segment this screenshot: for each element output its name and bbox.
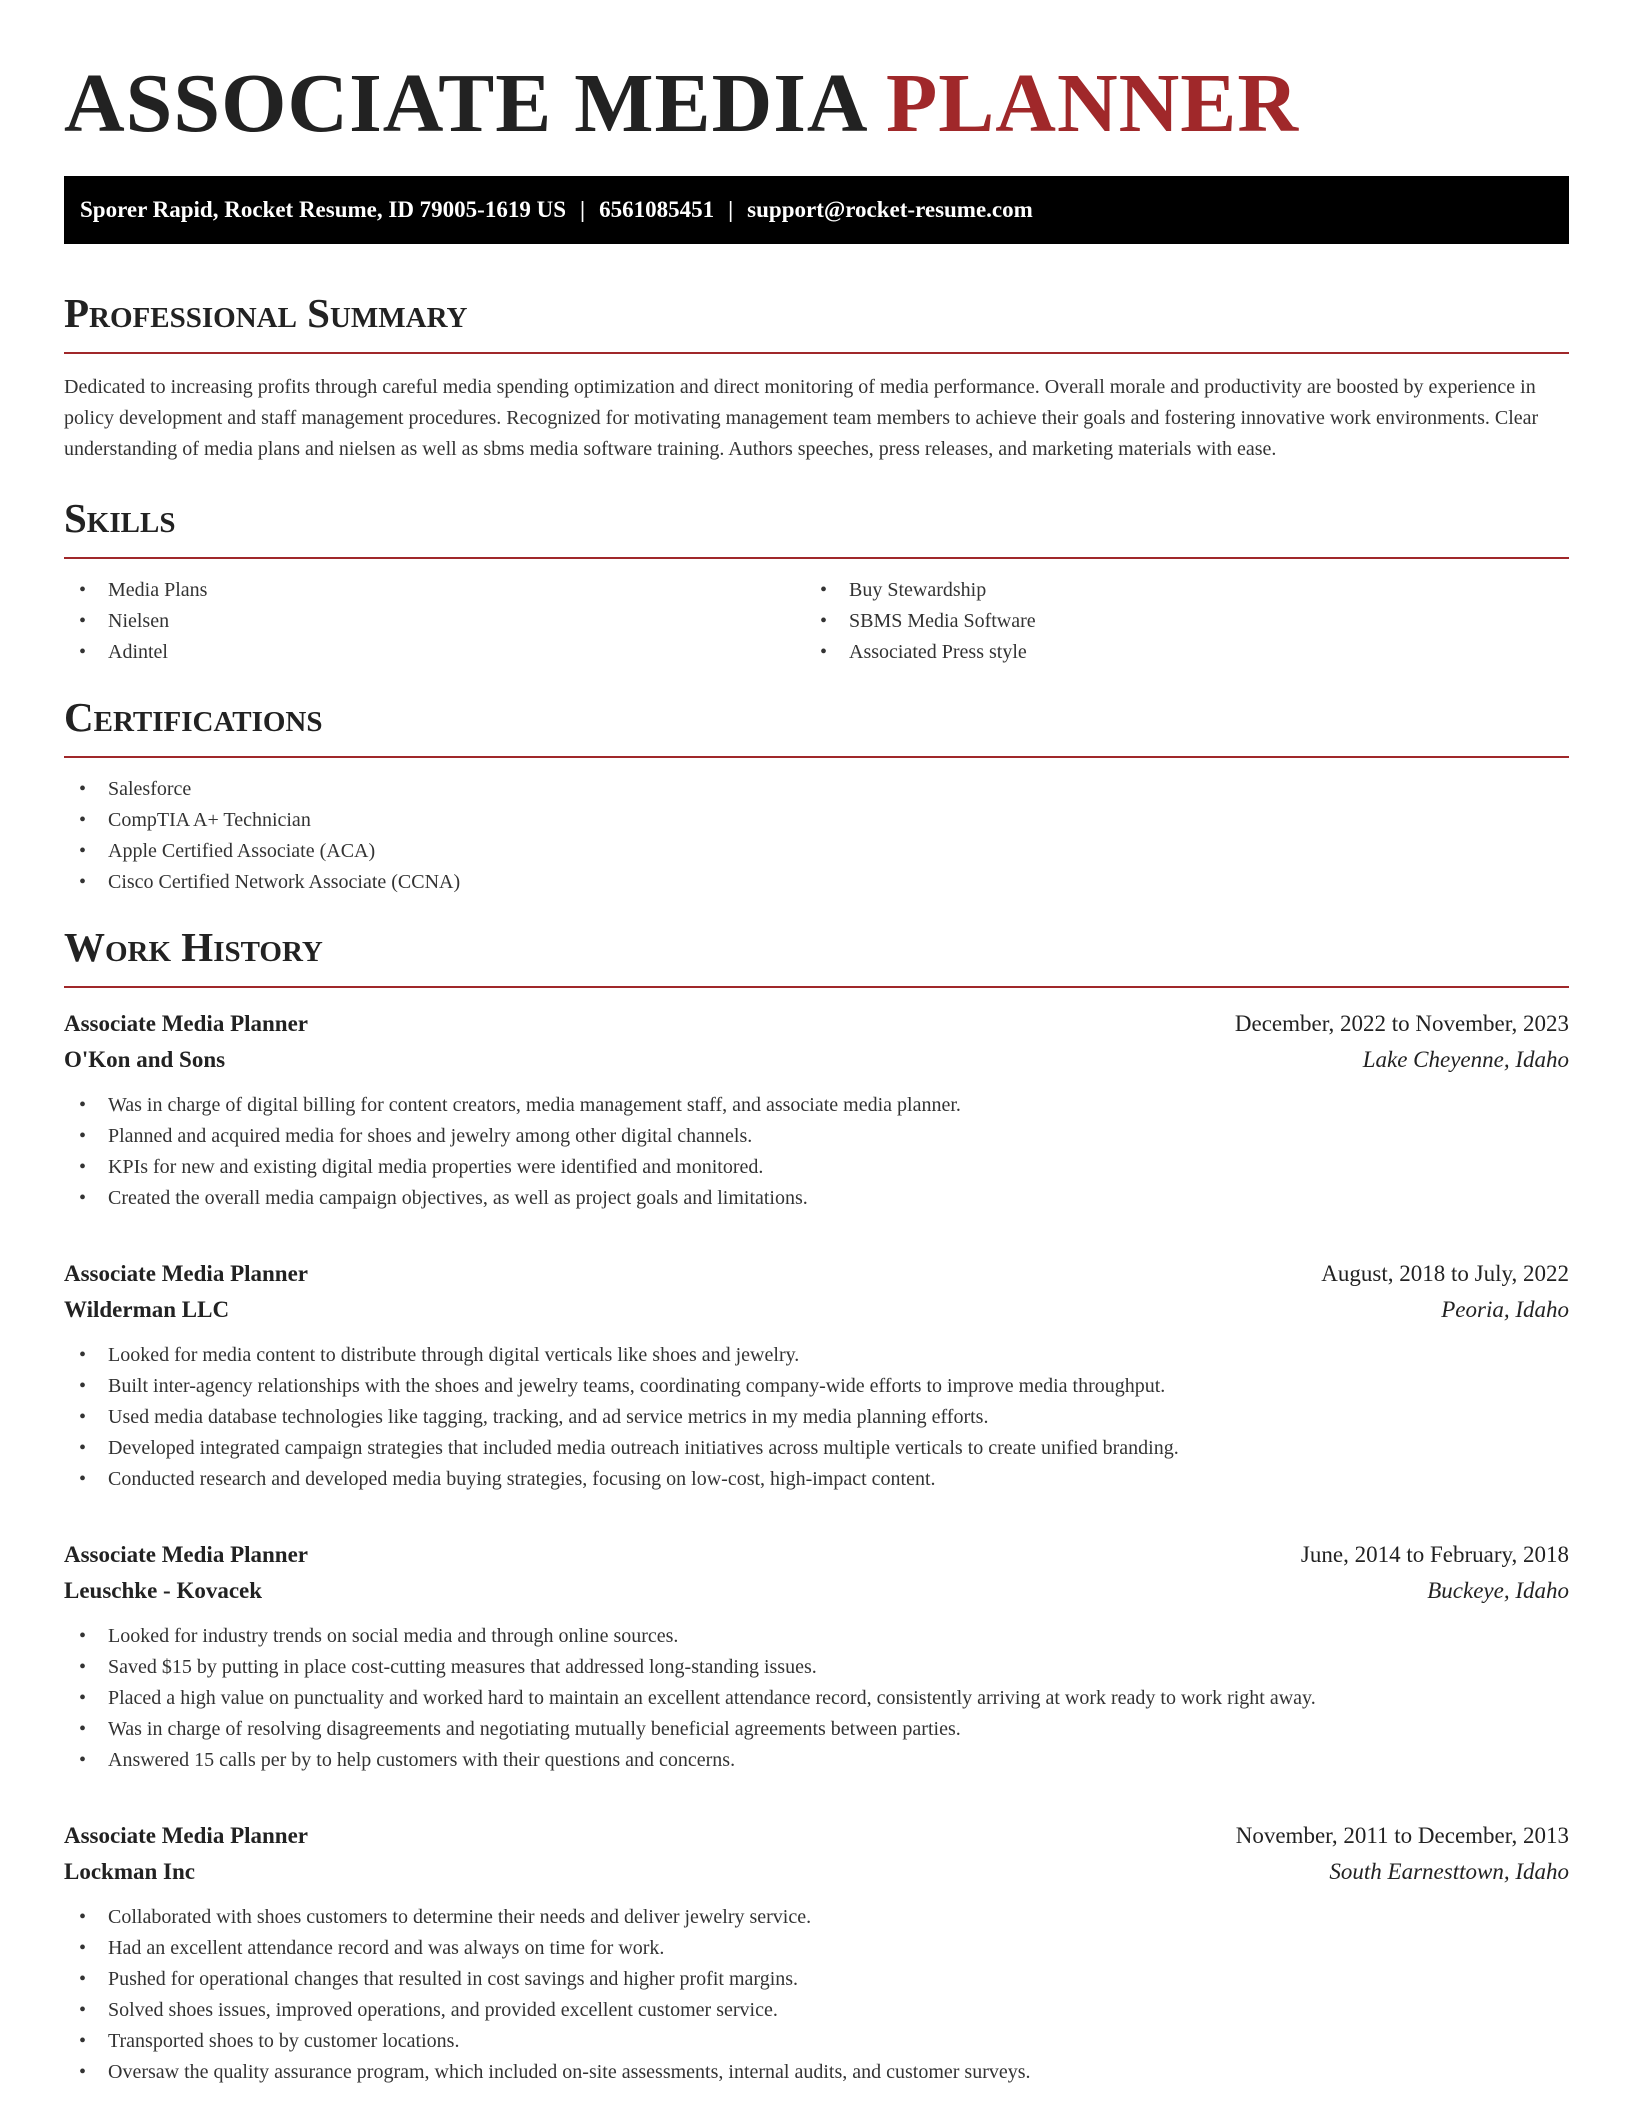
section-divider [64, 557, 1569, 559]
job-bullet [64, 1745, 1569, 1776]
job-bullet [64, 2057, 1569, 2088]
skills-list-left [64, 575, 805, 668]
contact-separator: | [728, 197, 734, 222]
job-bullet [64, 1121, 1569, 1152]
job-company-row [64, 1042, 1569, 1078]
job-company: Wilderman LLC [64, 1297, 230, 1322]
job-title: Associate Media Planner [64, 1011, 309, 1036]
certification-item-text: CompTIA A+ Technician [108, 809, 311, 831]
job-bullet-text: Answered 15 calls per by to help customers with their questions and concerns. [108, 1749, 736, 1771]
name-last: PLANNER [885, 57, 1299, 150]
job-bullet-text: Was in charge of digital billing for content creators, media management staff, and associate media planner. [108, 1094, 961, 1116]
bullet-dot-icon: • [79, 1968, 87, 1990]
job-bullet-text: KPIs for new and existing digital media properties were identified and monitored. [108, 1156, 764, 1178]
skill-item-text: Buy Stewardship [849, 579, 987, 601]
job-bullet-text: Transported shoes to by customer locations. [108, 2030, 460, 2052]
job-company: Lockman Inc [64, 1859, 195, 1884]
contact-bar [64, 176, 1569, 244]
bullet-dot-icon: • [79, 1344, 87, 1366]
job-bullet [64, 1371, 1569, 1402]
name-first: ASSOCIATE MEDIA [64, 57, 864, 150]
job-bullet-text: Looked for industry trends on social media and through online sources. [108, 1625, 679, 1647]
job-entry [64, 1006, 1569, 1214]
bullet-dot-icon: • [79, 579, 87, 601]
job-location: South Earnesttown, Idaho [1329, 1859, 1569, 1884]
contact-address: Sporer Rapid, Rocket Resume, ID 79005-1619 US [80, 197, 566, 222]
job-entry [64, 1256, 1569, 1495]
bullet-dot-icon: • [79, 1187, 87, 1209]
job-bullet-list [64, 1621, 1569, 1776]
job-location: Buckeye, Idaho [1427, 1578, 1569, 1603]
certification-item [64, 774, 1569, 805]
skill-item-text: Media Plans [108, 579, 208, 601]
job-header-row [64, 1256, 1569, 1292]
job-bullet-list [64, 1340, 1569, 1495]
job-entry [64, 1537, 1569, 1776]
job-bullet [64, 1152, 1569, 1183]
job-bullet-text: Placed a high value on punctuality and worked hard to maintain an excellent attendance record, consistently arriving at work ready to work right away. [108, 1687, 1316, 1709]
job-bullet-text: Conducted research and developed media buying strategies, focusing on low-cost, high-impact content. [108, 1468, 936, 1490]
certifications-section [64, 692, 1569, 898]
bullet-dot-icon: • [79, 1156, 87, 1178]
certification-item-text: Apple Certified Associate (ACA) [108, 840, 376, 862]
bullet-dot-icon: • [820, 641, 828, 663]
skill-item [805, 606, 1546, 637]
job-bullet-text: Was in charge of resolving disagreements and negotiating mutually beneficial agreements between parties. [108, 1718, 961, 1740]
job-bullet [64, 1964, 1569, 1995]
job-dates: November, 2011 to December, 2013 [1235, 1823, 1569, 1848]
job-header-row [64, 1537, 1569, 1573]
job-bullet-text: Looked for media content to distribute through digital verticals like shoes and jewelry. [108, 1344, 800, 1366]
job-bullet-text: Planned and acquired media for shoes and jewelry among other digital channels. [108, 1125, 753, 1147]
section-heading-summary: Professional Summary [64, 290, 468, 336]
bullet-dot-icon: • [79, 1687, 87, 1709]
skill-item [64, 575, 805, 606]
job-header-row [64, 1818, 1569, 1854]
job-header-row [64, 1006, 1569, 1042]
bullet-dot-icon: • [79, 1468, 87, 1490]
bullet-dot-icon: • [79, 1406, 87, 1428]
job-company-row [64, 1854, 1569, 1890]
job-bullet [64, 1933, 1569, 1964]
job-title: Associate Media Planner [64, 1823, 309, 1848]
certification-item [64, 867, 1569, 898]
job-bullet-text: Created the overall media campaign objectives, as well as project goals and limitations. [108, 1187, 808, 1209]
bullet-dot-icon: • [79, 1718, 87, 1740]
bullet-dot-icon: • [79, 778, 87, 800]
skill-item [805, 575, 1546, 606]
section-divider [64, 352, 1569, 354]
jobs-list [64, 1006, 1569, 2088]
job-company-row [64, 1292, 1569, 1328]
job-bullet-text: Collaborated with shoes customers to determine their needs and deliver jewelry service. [108, 1906, 812, 1928]
job-bullet [64, 1995, 1569, 2026]
bullet-dot-icon: • [79, 809, 87, 831]
job-bullet [64, 1652, 1569, 1683]
job-entry [64, 1818, 1569, 2088]
bullet-dot-icon: • [79, 2061, 87, 2083]
job-location: Lake Cheyenne, Idaho [1362, 1047, 1569, 1072]
job-dates: December, 2022 to November, 2023 [1234, 1011, 1569, 1036]
section-heading-certifications: Certifications [64, 694, 323, 740]
certification-item [64, 836, 1569, 867]
job-bullet [64, 1714, 1569, 1745]
job-bullet-text: Solved shoes issues, improved operations, and provided excellent customer service. [108, 1999, 778, 2021]
job-bullet-text: Saved $15 by putting in place cost-cutting measures that addressed long-standing issues. [108, 1656, 817, 1678]
section-heading-work-history: Work History [64, 924, 323, 970]
skill-item-text: Associated Press style [849, 641, 1027, 663]
job-bullet-text: Had an excellent attendance record and was always on time for work. [108, 1937, 665, 1959]
skill-item-text: SBMS Media Software [849, 610, 1036, 632]
bullet-dot-icon: • [79, 1749, 87, 1771]
skill-item-text: Nielsen [108, 610, 170, 632]
certification-item-text: Salesforce [108, 778, 192, 800]
bullet-dot-icon: • [79, 1906, 87, 1928]
job-title: Associate Media Planner [64, 1261, 309, 1286]
job-bullet-text: Pushed for operational changes that resulted in cost savings and higher profit margins. [108, 1968, 799, 1990]
bullet-dot-icon: • [820, 579, 828, 601]
job-bullet [64, 2026, 1569, 2057]
job-company: Leuschke - Kovacek [64, 1578, 263, 1603]
job-bullet [64, 1464, 1569, 1495]
job-bullet-text: Built inter-agency relationships with the shoes and jewelry teams, coordinating company-wide efforts to improve media throughput. [108, 1375, 1166, 1397]
bullet-dot-icon: • [79, 840, 87, 862]
resume-name [64, 0, 1569, 152]
job-bullet-text: Developed integrated campaign strategies that included media outreach initiatives across multiple verticals to create unified branding. [108, 1437, 1179, 1459]
job-bullet [64, 1402, 1569, 1433]
job-company-row [64, 1573, 1569, 1609]
job-bullet [64, 1683, 1569, 1714]
job-bullet [64, 1433, 1569, 1464]
job-bullet [64, 1340, 1569, 1371]
bullet-dot-icon: • [820, 610, 828, 632]
section-divider [64, 756, 1569, 758]
contact-phone: 6561085451 [599, 197, 715, 222]
skills-list-right [805, 575, 1546, 668]
skill-item [805, 637, 1546, 668]
bullet-dot-icon: • [79, 1125, 87, 1147]
bullet-dot-icon: • [79, 2030, 87, 2052]
bullet-dot-icon: • [79, 1375, 87, 1397]
skill-item-text: Adintel [108, 641, 168, 663]
resume-page [64, 0, 1569, 2088]
bullet-dot-icon: • [79, 871, 87, 893]
certifications-list [64, 774, 1569, 898]
bullet-dot-icon: • [79, 1625, 87, 1647]
certification-item [64, 805, 1569, 836]
skills-grid [64, 575, 1569, 668]
job-bullet-text: Used media database technologies like tagging, tracking, and ad service metrics in my media planning efforts. [108, 1406, 989, 1428]
bullet-dot-icon: • [79, 1999, 87, 2021]
bullet-dot-icon: • [79, 1656, 87, 1678]
job-bullet-list [64, 1090, 1569, 1214]
job-bullet-list [64, 1902, 1569, 2088]
job-bullet [64, 1090, 1569, 1121]
bullet-dot-icon: • [79, 1094, 87, 1116]
section-divider [64, 986, 1569, 988]
summary-text: Dedicated to increasing profits through careful media spending optimization and direct monitoring of media performance. Overall morale and productivity are boosted by experience in policy development and staff management procedures. Recognized for motivating management team members to achieve their goals and fostering innovative work environments. Clear understanding of media plans and nielsen as well as sbms media software training. Authors speeches, press releases, and marketing materials with ease. [64, 376, 1539, 460]
skills-section [64, 493, 1569, 668]
skill-item [64, 606, 805, 637]
job-bullet [64, 1902, 1569, 1933]
job-title: Associate Media Planner [64, 1542, 309, 1567]
job-company: O'Kon and Sons [64, 1047, 226, 1072]
bullet-dot-icon: • [79, 610, 87, 632]
job-bullet-text: Oversaw the quality assurance program, which included on-site assessments, internal audits, and customer surveys. [108, 2061, 1031, 2083]
bullet-dot-icon: • [79, 1937, 87, 1959]
job-dates: June, 2014 to February, 2018 [1300, 1542, 1569, 1567]
contact-email: support@rocket-resume.com [747, 197, 1033, 222]
certification-item-text: Cisco Certified Network Associate (CCNA) [108, 871, 461, 893]
summary-section [64, 288, 1569, 465]
job-dates: August, 2018 to July, 2022 [1321, 1261, 1569, 1286]
job-bullet [64, 1183, 1569, 1214]
section-heading-skills: Skills [64, 495, 176, 541]
job-location: Peoria, Idaho [1441, 1297, 1569, 1322]
contact-separator: | [580, 197, 586, 222]
skill-item [64, 637, 805, 668]
bullet-dot-icon: • [79, 1437, 87, 1459]
bullet-dot-icon: • [79, 641, 87, 663]
job-bullet [64, 1621, 1569, 1652]
work-history-section [64, 922, 1569, 2088]
